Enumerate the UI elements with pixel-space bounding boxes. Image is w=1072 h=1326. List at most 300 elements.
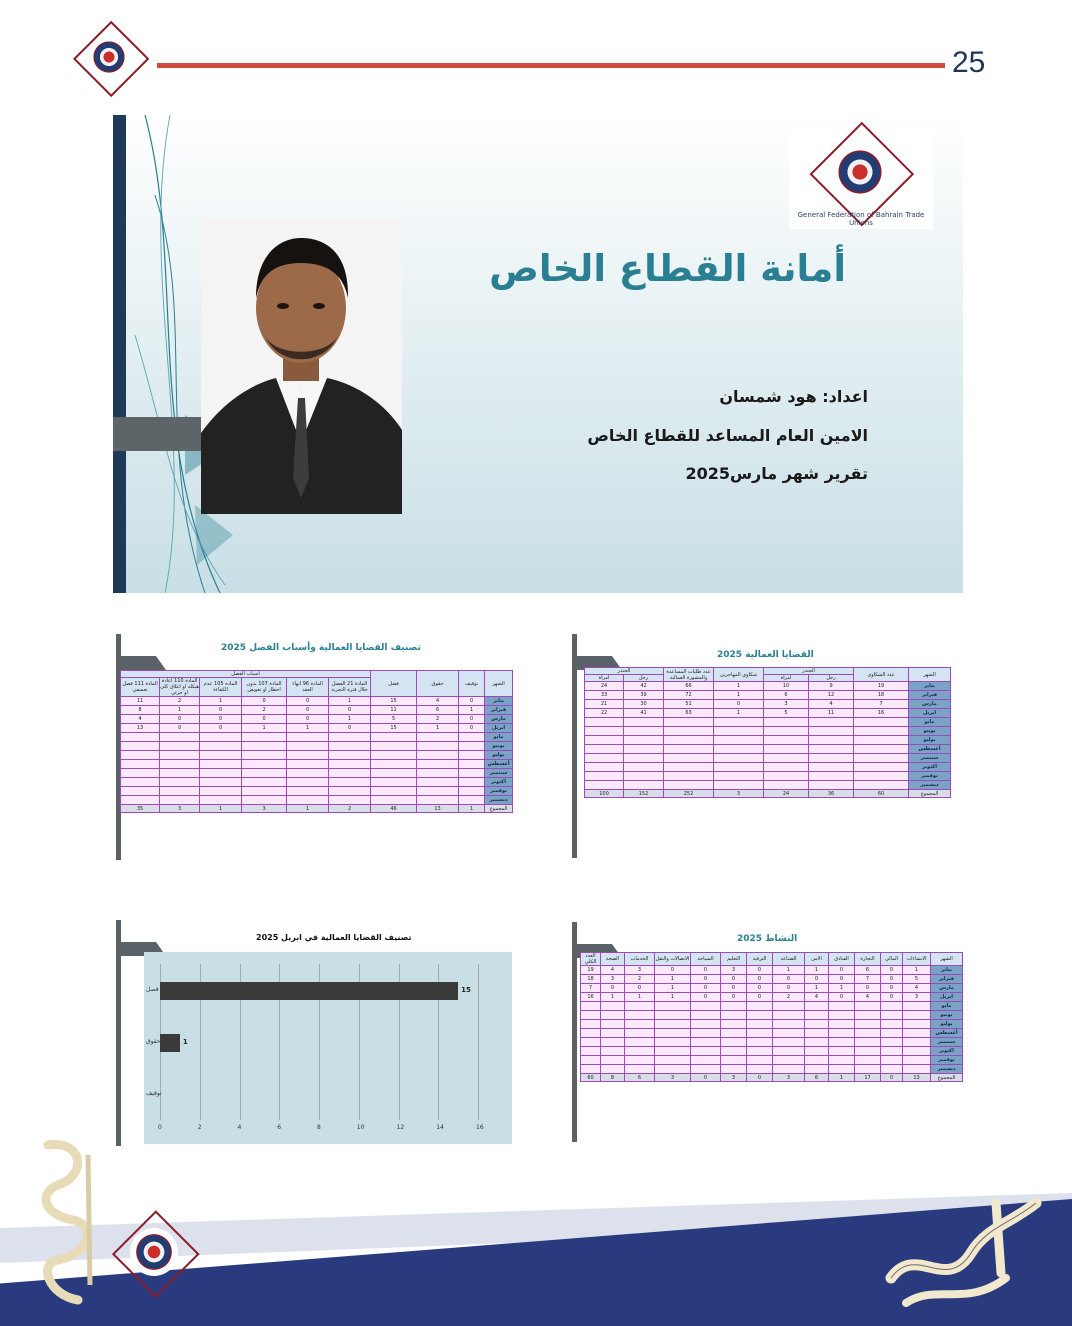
header-dismiss: فصل (371, 671, 417, 697)
value-cell (854, 736, 909, 745)
month-cell: مارس (931, 984, 963, 993)
value-cell (200, 769, 242, 778)
footer-logo (130, 1228, 178, 1276)
value-cell (714, 736, 764, 745)
author-photo (201, 218, 402, 514)
value-cell: 21 (585, 700, 624, 709)
month-cell: يناير (931, 966, 963, 975)
value-cell (691, 1047, 721, 1056)
month-cell: ابريل (485, 724, 513, 733)
value-cell (747, 1038, 773, 1047)
value-cell: 66 (664, 682, 714, 691)
month-cell: يوليو (931, 1020, 963, 1029)
value-cell: 1 (714, 709, 764, 718)
value-cell (585, 745, 624, 754)
month-cell: اكتوبر (931, 1047, 963, 1056)
value-cell (585, 718, 624, 727)
value-cell (287, 769, 329, 778)
value-cell: 33 (585, 691, 624, 700)
value-cell (805, 1020, 829, 1029)
value-cell (624, 772, 664, 781)
value-cell: 1 (242, 724, 287, 733)
value-cell (881, 1029, 903, 1038)
table-row (585, 691, 951, 700)
value-cell (287, 751, 329, 760)
calligraphy-left (28, 1135, 110, 1310)
value-cell: 1 (655, 984, 691, 993)
value-cell (625, 1056, 655, 1065)
total-cell: 100 (585, 790, 624, 798)
value-cell (805, 1002, 829, 1011)
value-cell (773, 1029, 805, 1038)
value-cell (581, 1011, 601, 1020)
value-cell (200, 796, 242, 805)
value-cell: 16 (854, 709, 909, 718)
header-rights: حقوق (417, 671, 459, 697)
table-row (121, 769, 513, 778)
table-row (585, 718, 951, 727)
value-cell (242, 733, 287, 742)
value-cell (721, 1011, 747, 1020)
month-cell: مايو (909, 718, 951, 727)
value-cell: 1 (417, 724, 459, 733)
value-cell (764, 745, 809, 754)
value-cell (242, 796, 287, 805)
value-cell: 0 (200, 706, 242, 715)
value-cell: 4 (903, 984, 931, 993)
header-expats: شكاوي المهاجرين (714, 668, 764, 682)
value-cell: 2 (160, 697, 200, 706)
header-reason-105: المادة 105 عدم الكفاءة (200, 678, 242, 697)
value-cell (121, 760, 160, 769)
value-cell: 18 (854, 691, 909, 700)
value-cell: 3 (721, 966, 747, 975)
value-cell (329, 733, 371, 742)
table-row (121, 724, 513, 733)
value-cell: 1 (160, 706, 200, 715)
value-cell (329, 778, 371, 787)
value-cell (809, 718, 854, 727)
total-cell: 0 (747, 1074, 773, 1082)
table-row (585, 781, 951, 790)
chart-panel (116, 920, 514, 1146)
data-label: 1 (182, 1038, 188, 1046)
column-header: الترفية (747, 953, 773, 966)
column-header: العدد الكلي (581, 953, 601, 966)
value-cell (601, 1002, 625, 1011)
x-tick-label: 0 (158, 1124, 162, 1131)
value-cell (809, 727, 854, 736)
value-cell: 3 (601, 975, 625, 984)
value-cell (417, 787, 459, 796)
value-cell (581, 1002, 601, 1011)
value-cell (459, 751, 485, 760)
value-cell (242, 769, 287, 778)
value-cell: 30 (624, 700, 664, 709)
table-row (121, 787, 513, 796)
value-cell: 2 (773, 993, 805, 1002)
value-cell: 9 (809, 682, 854, 691)
value-cell: 8 (121, 706, 160, 715)
x-tick-label: 12 (396, 1124, 405, 1131)
value-cell (854, 727, 909, 736)
month-cell: مايو (931, 1002, 963, 1011)
value-cell: 1 (459, 706, 485, 715)
value-cell (829, 1065, 855, 1074)
month-cell: نوفمبر (909, 772, 951, 781)
value-cell (714, 745, 764, 754)
month-cell: فبراير (909, 691, 951, 700)
value-cell: 0 (287, 715, 329, 724)
value-cell (624, 754, 664, 763)
value-cell (417, 778, 459, 787)
value-cell: 7 (581, 984, 601, 993)
value-cell (417, 760, 459, 769)
table-row (121, 715, 513, 724)
activity-table (580, 952, 963, 1082)
month-cell: يونيو (485, 742, 513, 751)
value-cell: 72 (664, 691, 714, 700)
value-cell (881, 1011, 903, 1020)
month-cell: سبتمبر (909, 754, 951, 763)
table-row (121, 751, 513, 760)
value-cell (764, 772, 809, 781)
table-row (585, 763, 951, 772)
value-cell (691, 1020, 721, 1029)
table-row (581, 1002, 963, 1011)
total-cell: 13 (903, 1074, 931, 1082)
value-cell: 2 (625, 975, 655, 984)
table-row (585, 754, 951, 763)
value-cell: 0 (691, 966, 721, 975)
value-cell (371, 742, 417, 751)
value-cell (855, 1065, 881, 1074)
value-cell (805, 1029, 829, 1038)
value-cell (664, 754, 714, 763)
total-cell: 60 (581, 1074, 601, 1082)
value-cell: 0 (747, 975, 773, 984)
table-row (585, 709, 951, 718)
total-cell: 6 (805, 1074, 829, 1082)
value-cell: 0 (601, 984, 625, 993)
value-cell: 0 (459, 715, 485, 724)
dismissal-title: تصنيف القضايا العمالية وأسباب الفصل 2025 (221, 643, 421, 653)
value-cell: 6 (764, 691, 809, 700)
value-cell: 0 (459, 724, 485, 733)
month-cell: مارس (909, 700, 951, 709)
value-cell (601, 1038, 625, 1047)
value-cell (773, 1038, 805, 1047)
table-row (121, 778, 513, 787)
value-cell (287, 778, 329, 787)
report-line: تقرير شهر مارس2025 (685, 464, 868, 483)
month-cell: ابريل (931, 993, 963, 1002)
value-cell (805, 1038, 829, 1047)
value-cell (371, 751, 417, 760)
value-cell (625, 1038, 655, 1047)
value-cell (287, 733, 329, 742)
table-row (585, 772, 951, 781)
value-cell (585, 772, 624, 781)
value-cell (160, 778, 200, 787)
value-cell (585, 763, 624, 772)
value-cell: 0 (242, 697, 287, 706)
value-cell (829, 1038, 855, 1047)
value-cell (581, 1020, 601, 1029)
value-cell: 0 (747, 984, 773, 993)
value-cell (903, 1029, 931, 1038)
value-cell (764, 763, 809, 772)
value-cell (764, 781, 809, 790)
column-header: الخدمات (625, 953, 655, 966)
value-cell (581, 1029, 601, 1038)
author-line: اعداد: هود شمسان (719, 387, 868, 406)
value-cell: 3 (625, 966, 655, 975)
header-reason-96: المادة 96 انهاء العقد (287, 678, 329, 697)
table-row (585, 736, 951, 745)
x-tick-label: 2 (197, 1124, 202, 1131)
value-cell (855, 1002, 881, 1011)
value-cell (855, 1038, 881, 1047)
value-cell (881, 1047, 903, 1056)
header-woman: امرأة (585, 675, 624, 682)
value-cell (371, 787, 417, 796)
value-cell: 19 (581, 966, 601, 975)
value-cell (160, 796, 200, 805)
total-cell: 35 (121, 805, 160, 813)
value-cell (854, 718, 909, 727)
column-header: السياحة (691, 953, 721, 966)
column-header: الانشاءات (903, 953, 931, 966)
value-cell: 1 (287, 724, 329, 733)
value-cell (829, 1002, 855, 1011)
value-cell: 6 (855, 966, 881, 975)
value-cell: 0 (200, 715, 242, 724)
calligraphy-right (876, 1183, 1046, 1313)
month-cell: أغسطس (909, 745, 951, 754)
value-cell (903, 1038, 931, 1047)
value-cell: 1 (625, 993, 655, 1002)
value-cell (903, 1047, 931, 1056)
value-cell: 0 (329, 724, 371, 733)
value-cell (459, 760, 485, 769)
value-cell: 0 (691, 984, 721, 993)
value-cell (855, 1020, 881, 1029)
total-cell: 1 (459, 805, 485, 813)
value-cell: 1 (655, 975, 691, 984)
value-cell (903, 1065, 931, 1074)
value-cell (764, 718, 809, 727)
table-row (581, 1056, 963, 1065)
value-cell: 0 (200, 724, 242, 733)
value-cell (581, 1056, 601, 1065)
value-cell: 0 (721, 975, 747, 984)
value-cell: 19 (854, 682, 909, 691)
value-cell (625, 1029, 655, 1038)
month-cell: يناير (909, 682, 951, 691)
value-cell: 11 (809, 709, 854, 718)
value-cell (459, 796, 485, 805)
value-cell: 1 (714, 691, 764, 700)
value-cell (601, 1056, 625, 1065)
value-cell: 5 (903, 975, 931, 984)
value-cell (655, 1029, 691, 1038)
value-cell (691, 1065, 721, 1074)
value-cell (417, 742, 459, 751)
value-cell: 1 (714, 682, 764, 691)
value-cell: 41 (624, 709, 664, 718)
value-cell: 0 (829, 993, 855, 1002)
value-cell: 4 (809, 700, 854, 709)
table-row (121, 760, 513, 769)
value-cell (121, 751, 160, 760)
value-cell (585, 754, 624, 763)
value-cell: 16 (581, 993, 601, 1002)
value-cell (417, 769, 459, 778)
value-cell (200, 751, 242, 760)
chart-title: تصنيف القضايا العمالية في ابريل 2025 (256, 933, 412, 942)
header-reason-110: المادة 110 اعادة هيكلة او اغلاق كلي او جزئي (160, 678, 199, 696)
value-cell (747, 1056, 773, 1065)
category-label: فصل (146, 986, 159, 993)
value-cell (121, 769, 160, 778)
month-cell: ديسمبر (931, 1065, 963, 1074)
column-header: المالي (881, 953, 903, 966)
value-cell (721, 1020, 747, 1029)
value-cell (809, 736, 854, 745)
value-cell (121, 787, 160, 796)
header-reasons: أسباب الفصل (121, 671, 371, 678)
value-cell: 0 (773, 975, 805, 984)
role-line: الامين العام المساعد للقطاع الخاص (587, 426, 868, 445)
value-cell (625, 1002, 655, 1011)
value-cell (625, 1047, 655, 1056)
value-cell (459, 733, 485, 742)
table-row (121, 733, 513, 742)
value-cell: 39 (624, 691, 664, 700)
header-man: رجل (809, 675, 854, 682)
value-cell: 4 (121, 715, 160, 724)
value-cell: 0 (459, 697, 485, 706)
federation-logo (789, 129, 933, 229)
value-cell (200, 760, 242, 769)
value-cell (764, 736, 809, 745)
value-cell (625, 1020, 655, 1029)
value-cell: 24 (585, 682, 624, 691)
value-cell: 0 (242, 715, 287, 724)
total-cell: 3 (714, 790, 764, 798)
value-cell (417, 751, 459, 760)
value-cell (714, 781, 764, 790)
value-cell (903, 1020, 931, 1029)
value-cell (773, 1065, 805, 1074)
value-cell (805, 1011, 829, 1020)
total-label: المجموع (485, 805, 513, 813)
total-cell: 1 (287, 805, 329, 813)
value-cell (655, 1047, 691, 1056)
value-cell: 0 (625, 984, 655, 993)
value-cell: 0 (881, 984, 903, 993)
federation-emblem (831, 143, 889, 201)
value-cell (773, 1056, 805, 1065)
value-cell (721, 1002, 747, 1011)
value-cell: 1 (805, 984, 829, 993)
value-cell: 0 (287, 706, 329, 715)
value-cell (121, 733, 160, 742)
table-row (121, 706, 513, 715)
value-cell (242, 778, 287, 787)
value-cell: 0 (329, 706, 371, 715)
value-cell (655, 1011, 691, 1020)
header-reason-107: المادة 107 بدون اخطار او تعويض (242, 678, 287, 697)
cases-table (584, 667, 951, 798)
value-cell: 6 (417, 706, 459, 715)
column-header: الصناعة (773, 953, 805, 966)
header-reason-111: المادة 111 فصل تعسفي (121, 678, 160, 697)
value-cell: 22 (585, 709, 624, 718)
value-cell (829, 1029, 855, 1038)
column-header: الاتصالات والنقل (655, 953, 691, 966)
header-logo (88, 36, 130, 78)
total-cell: 36 (809, 790, 854, 798)
value-cell: 0 (721, 984, 747, 993)
value-cell (624, 736, 664, 745)
value-cell (854, 745, 909, 754)
value-cell (371, 796, 417, 805)
value-cell (903, 1056, 931, 1065)
total-row (585, 790, 951, 798)
value-cell (854, 781, 909, 790)
value-cell: 0 (160, 724, 200, 733)
value-cell (691, 1038, 721, 1047)
value-cell (329, 760, 371, 769)
value-cell (121, 796, 160, 805)
value-cell (287, 787, 329, 796)
value-cell (624, 781, 664, 790)
value-cell: 1 (601, 993, 625, 1002)
value-cell (459, 787, 485, 796)
value-cell (809, 772, 854, 781)
total-cell: 24 (764, 790, 809, 798)
value-cell (585, 781, 624, 790)
month-cell: يونيو (931, 1011, 963, 1020)
month-cell: مايو (485, 733, 513, 742)
value-cell: 0 (691, 993, 721, 1002)
month-cell: أغسطس (931, 1029, 963, 1038)
value-cell: 18 (581, 975, 601, 984)
value-cell: 0 (855, 984, 881, 993)
value-cell (371, 733, 417, 742)
value-cell (747, 1065, 773, 1074)
value-cell (664, 727, 714, 736)
total-cell: 3 (160, 805, 200, 813)
value-cell: 0 (773, 984, 805, 993)
value-cell: 0 (805, 975, 829, 984)
value-cell (625, 1011, 655, 1020)
column-header: الفنادق (829, 953, 855, 966)
value-cell (805, 1047, 829, 1056)
value-cell (903, 1011, 931, 1020)
header-gender: الجندر (764, 668, 854, 675)
value-cell (160, 742, 200, 751)
column-header: التعليم (721, 953, 747, 966)
value-cell: 11 (121, 697, 160, 706)
month-cell: يوليو (909, 736, 951, 745)
value-cell: 10 (764, 682, 809, 691)
value-cell (624, 718, 664, 727)
header-month: الشهر (909, 668, 951, 682)
value-cell: 15 (371, 697, 417, 706)
